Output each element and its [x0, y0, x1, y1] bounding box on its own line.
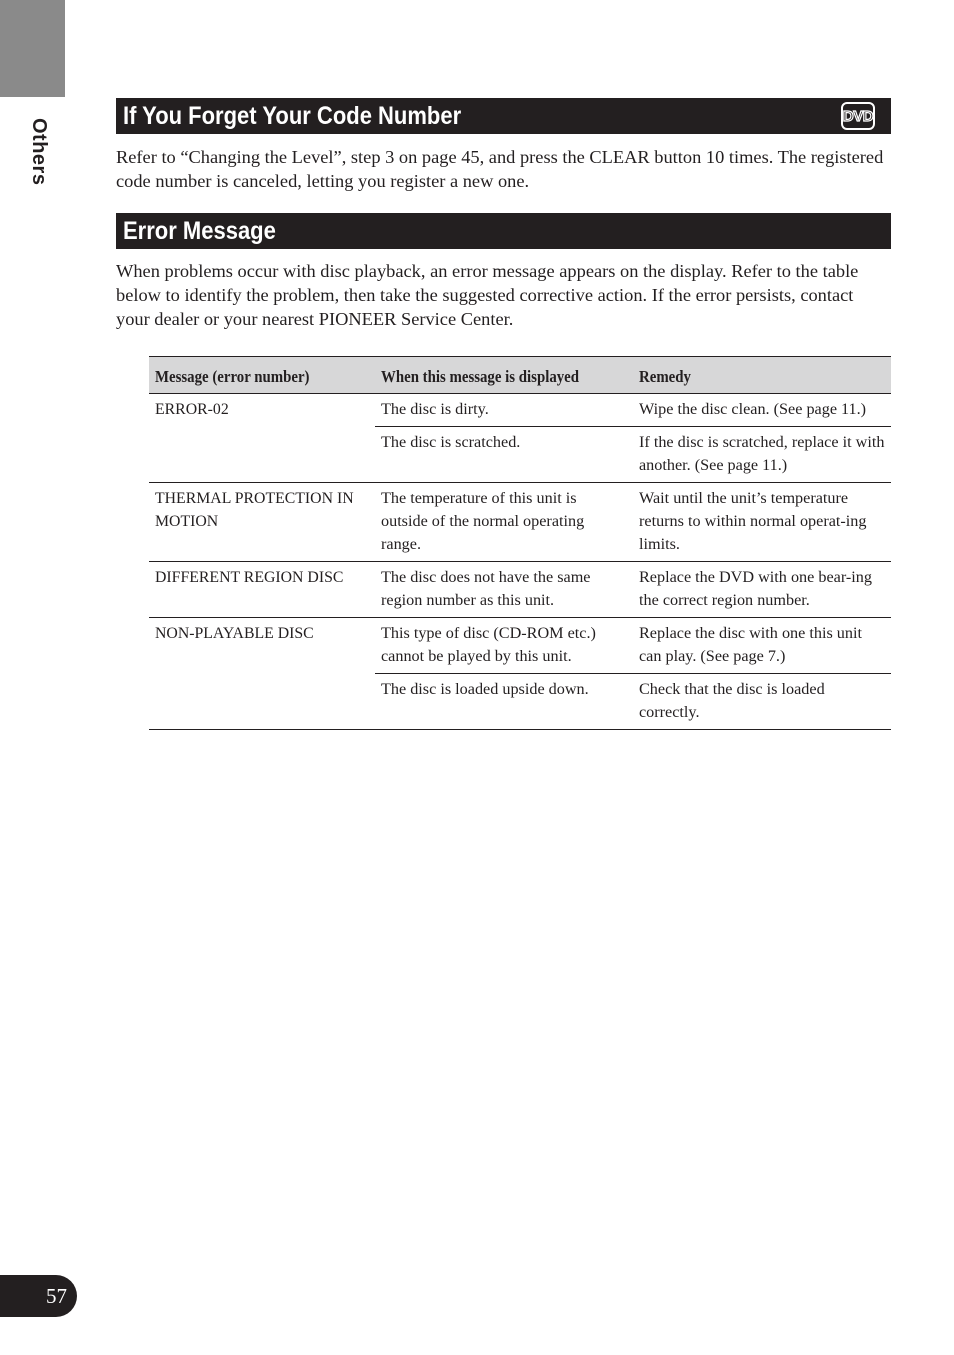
when-cell: The disc is dirty.	[375, 394, 633, 427]
page-number-tab	[0, 1275, 77, 1317]
table-row	[149, 562, 891, 618]
when-cell: The disc does not have the same region number as this unit.	[375, 562, 633, 618]
remedy-cell: Wait until the unit’s temperature returns to within normal operat-ing limits.	[633, 483, 891, 562]
error-message-heading-bar	[116, 213, 891, 249]
dvd-badge-label: DVD	[842, 107, 874, 125]
error-message-cell: NON-PLAYABLE DISC	[149, 618, 375, 730]
error-message-intro: When problems occur with disc playback, an error message appears on the display. Refer to the table below to identify the problem, then take the suggested corrective action. If the error persists, contact your dealer or your nearest PIONEER Service Center.	[116, 261, 859, 329]
table-header-row	[149, 357, 891, 394]
remedy-cell: Wipe the disc clean. (See page 11.)	[633, 394, 891, 427]
error-message-cell: DIFFERENT REGION DISC	[149, 562, 375, 618]
forget-code-text: Refer to “Changing the Level”, step 3 on page 45, and press the CLEAR button 10 times. The registered code number is canceled, letting you register a new one.	[116, 147, 884, 191]
header-remedy: Remedy	[633, 357, 891, 394]
error-message-cell: THERMAL PROTECTION IN MOTION	[149, 483, 375, 562]
table-row	[149, 394, 891, 427]
remedy-cell: Replace the DVD with one bear-ing the correct region number.	[633, 562, 891, 618]
table-row	[149, 618, 891, 674]
when-cell: The disc is loaded upside down.	[375, 674, 633, 730]
remedy-cell: Replace the disc with one this unit can play. (See page 7.)	[633, 618, 891, 674]
header-when: When this message is displayed	[375, 357, 633, 394]
page-number: 57	[46, 1283, 67, 1308]
error-table	[149, 356, 891, 730]
side-tab	[0, 0, 65, 97]
error-message-cell: ERROR-02	[149, 394, 375, 483]
error-message-title: Error Message	[123, 216, 276, 245]
forget-code-heading-bar	[116, 98, 891, 134]
when-cell: The disc is scratched.	[375, 427, 633, 483]
header-message: Message (error number)	[149, 357, 375, 394]
remedy-cell: Check that the disc is loaded correctly.	[633, 674, 891, 730]
forget-code-title: If You Forget Your Code Number	[123, 101, 462, 130]
when-cell: The temperature of this unit is outside of the normal operating range.	[375, 483, 633, 562]
section-side-label: Others	[28, 118, 50, 186]
table-row	[149, 483, 891, 562]
dvd-icon	[841, 102, 875, 130]
remedy-cell: If the disc is scratched, replace it with another. (See page 11.)	[633, 427, 891, 483]
when-cell: This type of disc (CD-ROM etc.) cannot be played by this unit.	[375, 618, 633, 674]
